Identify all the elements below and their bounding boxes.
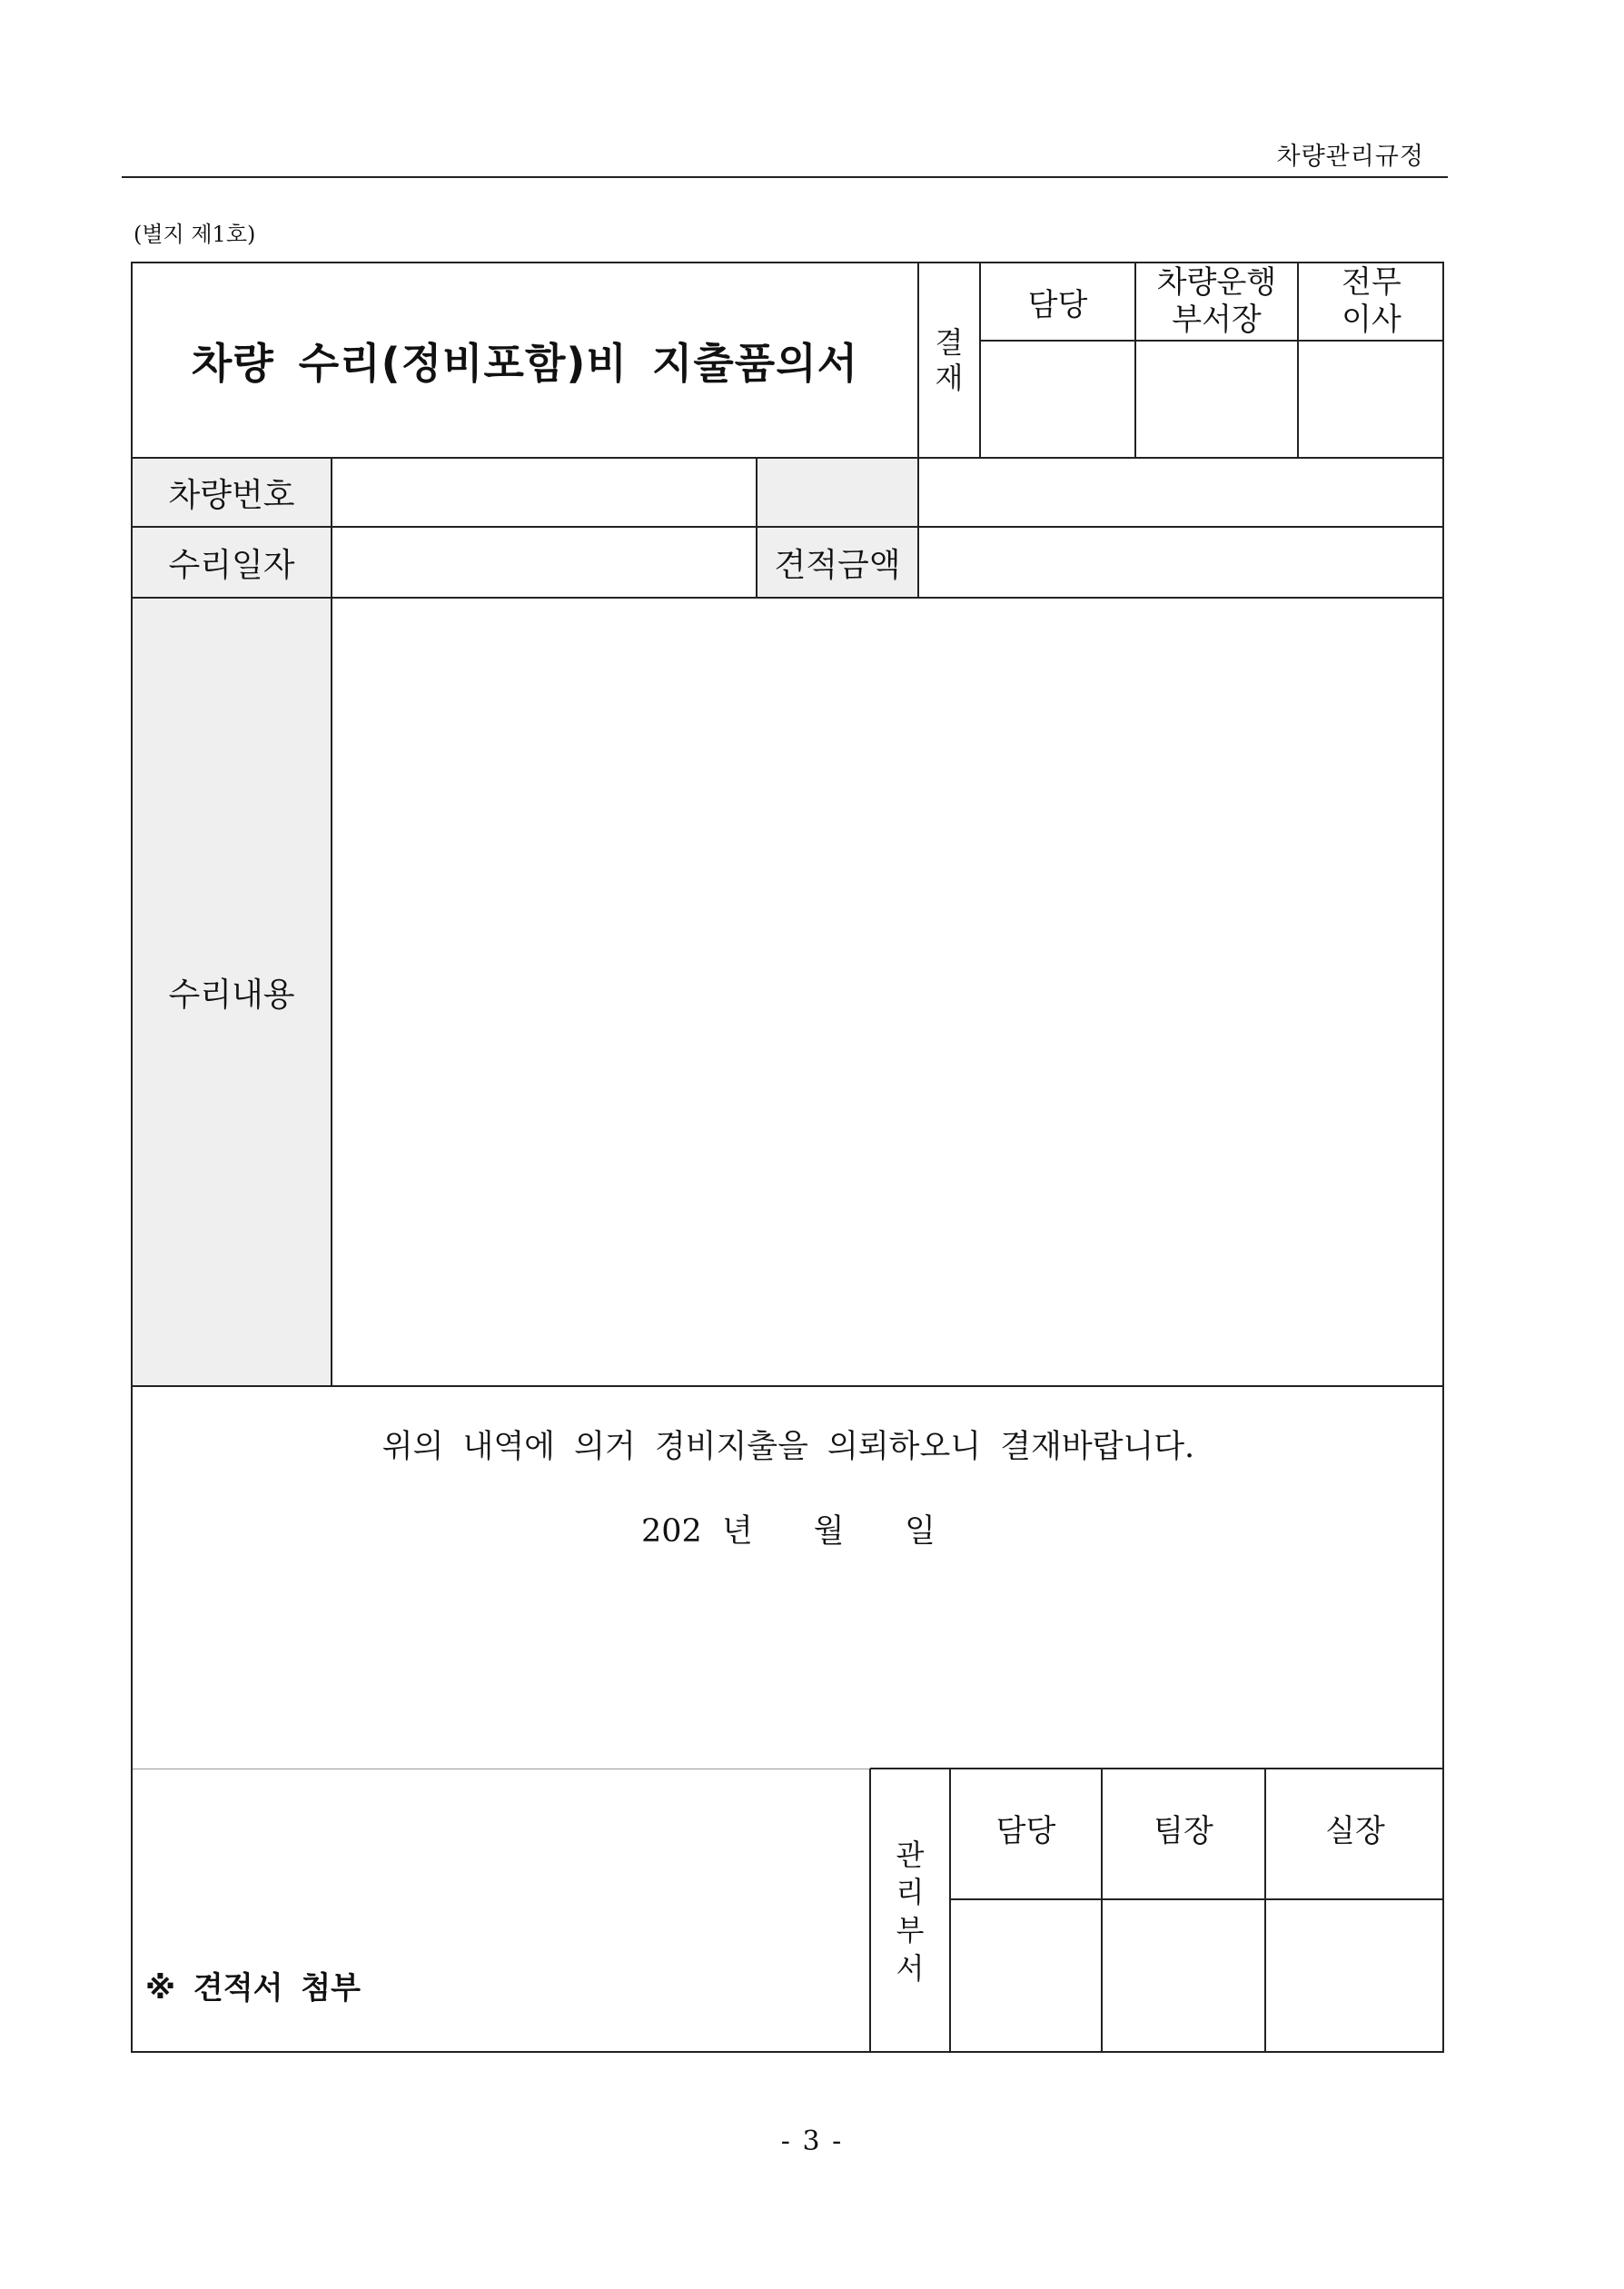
vehicle-number-label: 차량번호: [168, 476, 295, 514]
blank-value-field[interactable]: [919, 459, 1444, 526]
management-header-team-lead: 팀장: [1154, 1813, 1213, 1849]
management-sign-team-lead[interactable]: [1103, 1900, 1264, 2053]
approval-sign-dept-head[interactable]: [1136, 342, 1297, 457]
page-number: - 3 -: [780, 2126, 844, 2157]
approval-label: 결 재: [935, 324, 964, 395]
approval-header-staff: 담당: [1027, 286, 1088, 323]
repair-details-field[interactable]: [332, 599, 1444, 1385]
management-header-office-head: 실장: [1325, 1813, 1385, 1849]
approval-header-dept-head: 차량운행 부서장: [1156, 263, 1277, 338]
repair-date-label: 수리일자: [168, 546, 295, 584]
management-dept-label: 관 리 부 서: [896, 1837, 925, 1986]
management-header-staff: 담당: [995, 1813, 1056, 1849]
header-divider: [122, 176, 1448, 178]
request-statement: 위의 내역에 의거 경비지출을 의뢰하오니 결재바랍니다.: [381, 1429, 1195, 1465]
management-sign-office-head[interactable]: [1266, 1900, 1444, 2053]
estimate-amount-field[interactable]: [919, 528, 1444, 597]
document-title: 차량 수리(정비포함)비 지출품의서: [191, 339, 859, 388]
estimate-amount-label: 견적금액: [774, 546, 901, 584]
expense-request-form: [131, 262, 1444, 2053]
approval-sign-staff[interactable]: [981, 342, 1134, 457]
details-bottom-rule: [133, 1385, 1444, 1387]
repair-details-label: 수리내용: [168, 976, 295, 1014]
repair-date-field[interactable]: [332, 528, 756, 597]
vehicle-number-field[interactable]: [332, 459, 756, 526]
approval-sign-director[interactable]: [1299, 342, 1444, 457]
approval-header-director: 전무 이사: [1342, 263, 1401, 338]
blank-label-cell: [758, 459, 917, 526]
document-header-title: 차량관리규정: [1276, 143, 1424, 171]
request-date-line[interactable]: 202 년 월 일: [641, 1513, 936, 1550]
form-number-label: (별지 제1호): [134, 222, 256, 247]
attachment-note: ※ 견적서 첨부: [145, 1969, 361, 2007]
management-sign-staff[interactable]: [951, 1900, 1101, 2053]
